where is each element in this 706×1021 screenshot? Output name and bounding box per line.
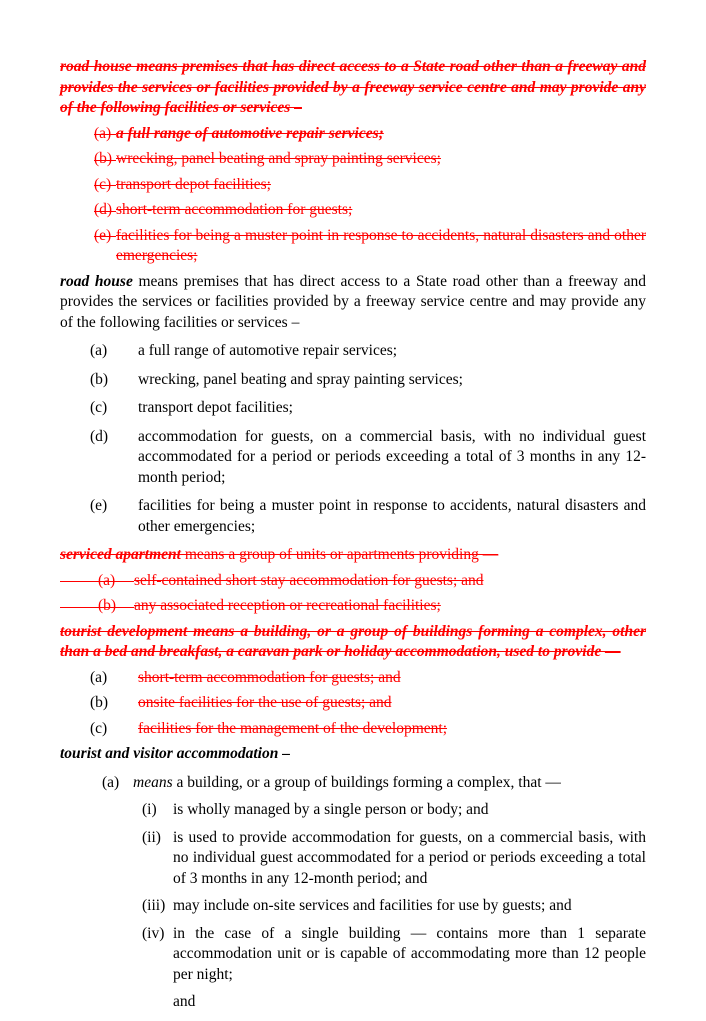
list-item: [60, 596, 646, 617]
list-item-text: a full range of automotive repair services;: [138, 342, 398, 359]
list-marker: (d): [90, 427, 109, 445]
sub-list-item: [60, 924, 646, 986]
list-item-text: may include on-site services and facilities for use by guests; and: [173, 897, 572, 914]
list-item: [60, 719, 646, 740]
list-item: [60, 668, 646, 689]
list-item: [60, 124, 646, 145]
italic-lead-word: means: [133, 773, 173, 791]
list-item: [60, 427, 646, 489]
list-marker: (iii): [142, 897, 166, 914]
definition-text: means premises that has direct access to a State road other than a freeway and provides the services or facilities provided by a freeway service centre and may provide any of the following facilities or services –: [60, 272, 646, 331]
sub-list: [60, 800, 646, 985]
list-item-text: wrecking, panel beating and spray painting services;: [138, 370, 463, 388]
list-item-text: transport depot facilities;: [116, 175, 271, 193]
list-item: [60, 149, 646, 170]
deleted-serviced-apartment-list: [60, 571, 646, 617]
list-marker: (b): [90, 370, 109, 388]
list-item: [60, 571, 646, 592]
list-marker: (iv): [142, 924, 165, 942]
list-item-text-rest: a building, or a group of buildings forming a complex, that —: [172, 773, 561, 791]
road-house-list: [60, 341, 646, 537]
list-item-text: a full range of automotive repair services;: [116, 124, 384, 142]
list-item: [60, 496, 646, 537]
list-marker: (b): [98, 596, 134, 617]
deleted-tab-strike: [60, 596, 98, 617]
list-marker: (c): [94, 175, 116, 196]
list-marker: (b): [90, 694, 109, 711]
list-item-text: accommodation for guests, on a commercial basis, with no individual guest accommodated for a period or periods exceeding a total of 3 months in any 12-month period;: [138, 427, 646, 486]
list-item: [60, 370, 646, 391]
tourist-and-visitor-accommodation-list: [60, 773, 646, 1013]
list-item-text: self-contained short stay accommodation for guests; and: [134, 571, 484, 589]
list-item: [60, 226, 646, 267]
deleted-definition-tourist-development: tourist development means a building, or a group of buildings forming a complex, other than a bed and breakfast, a caravan park or holiday accommodation, used to provide —: [60, 622, 646, 660]
list-item-text: any associated reception or recreational facilities;: [134, 597, 441, 614]
sub-list-item: [60, 828, 646, 890]
list-marker: (a): [90, 668, 108, 686]
deleted-definition-serviced-apartment: [60, 545, 646, 566]
list-item: [60, 200, 646, 221]
list-item: [60, 341, 646, 362]
list-item: [60, 773, 646, 794]
list-marker: (d): [94, 200, 116, 221]
continuation-word: and: [173, 993, 196, 1010]
definition-text: means a group of units or apartments providing —: [180, 546, 499, 563]
list-item-text: is wholly managed by a single person or body; and: [173, 801, 489, 818]
list-item-text: is used to provide accommodation for guests, on a commercial basis, with no individual guest accommodated for a period or periods exceeding a total of 3 months in any 12-month period; and: [173, 828, 646, 887]
list-marker: (a): [90, 342, 108, 359]
list-marker: (b): [94, 149, 116, 170]
list-marker: (e): [90, 497, 108, 514]
list-item-text: wrecking, panel beating and spray painting services;: [116, 150, 441, 167]
list-item-text: [133, 773, 646, 794]
sub-list-item: [60, 800, 646, 821]
list-item-text: facilities for being a muster point in response to accidents, natural disasters and other emergencies;: [138, 497, 646, 535]
list-marker: (e): [94, 226, 116, 267]
list-item-text: facilities for being a muster point in response to accidents, natural disasters and other emergencies;: [116, 226, 646, 264]
defined-term: road house: [60, 272, 133, 290]
list-marker: (c): [90, 719, 108, 737]
list-item-text: in the case of a single building — contains more than 1 separate accommodation unit or is capable of accommodating more than 12 people per night;: [173, 924, 646, 983]
list-item-text: onsite facilities for the use of guests; and: [138, 694, 392, 711]
list-marker: (a): [98, 571, 134, 592]
definition-road-house: [60, 272, 646, 334]
deleted-road-house-list: [60, 124, 646, 267]
definition-tourist-and-visitor-accommodation: tourist and visitor accommodation –: [60, 745, 290, 762]
list-marker: (ii): [142, 828, 161, 846]
sub-list-item: [60, 896, 646, 917]
list-item-text: short-term accommodation for guests; and: [138, 668, 401, 686]
list-item: [60, 175, 646, 196]
list-marker: (i): [142, 801, 157, 818]
deleted-tourist-development-list: [60, 668, 646, 740]
list-item: [60, 693, 646, 714]
list-item-text: facilities for the management of the development;: [138, 719, 448, 737]
deleted-tab-strike: [60, 571, 98, 592]
list-marker: (a): [102, 773, 120, 791]
list-item: [60, 398, 646, 419]
list-marker: (c): [90, 399, 108, 416]
defined-term: serviced apartment: [60, 546, 181, 563]
deleted-definition-road-house: road house means premises that has direct access to a State road other than a freeway and provides the services or facilities provided by a freeway service centre and may provide any of the following facilities or services –: [60, 58, 646, 116]
list-item-text: transport depot facilities;: [138, 399, 293, 416]
list-item-text: short-term accommodation for guests;: [116, 201, 353, 218]
list-marker: (a): [94, 124, 116, 145]
